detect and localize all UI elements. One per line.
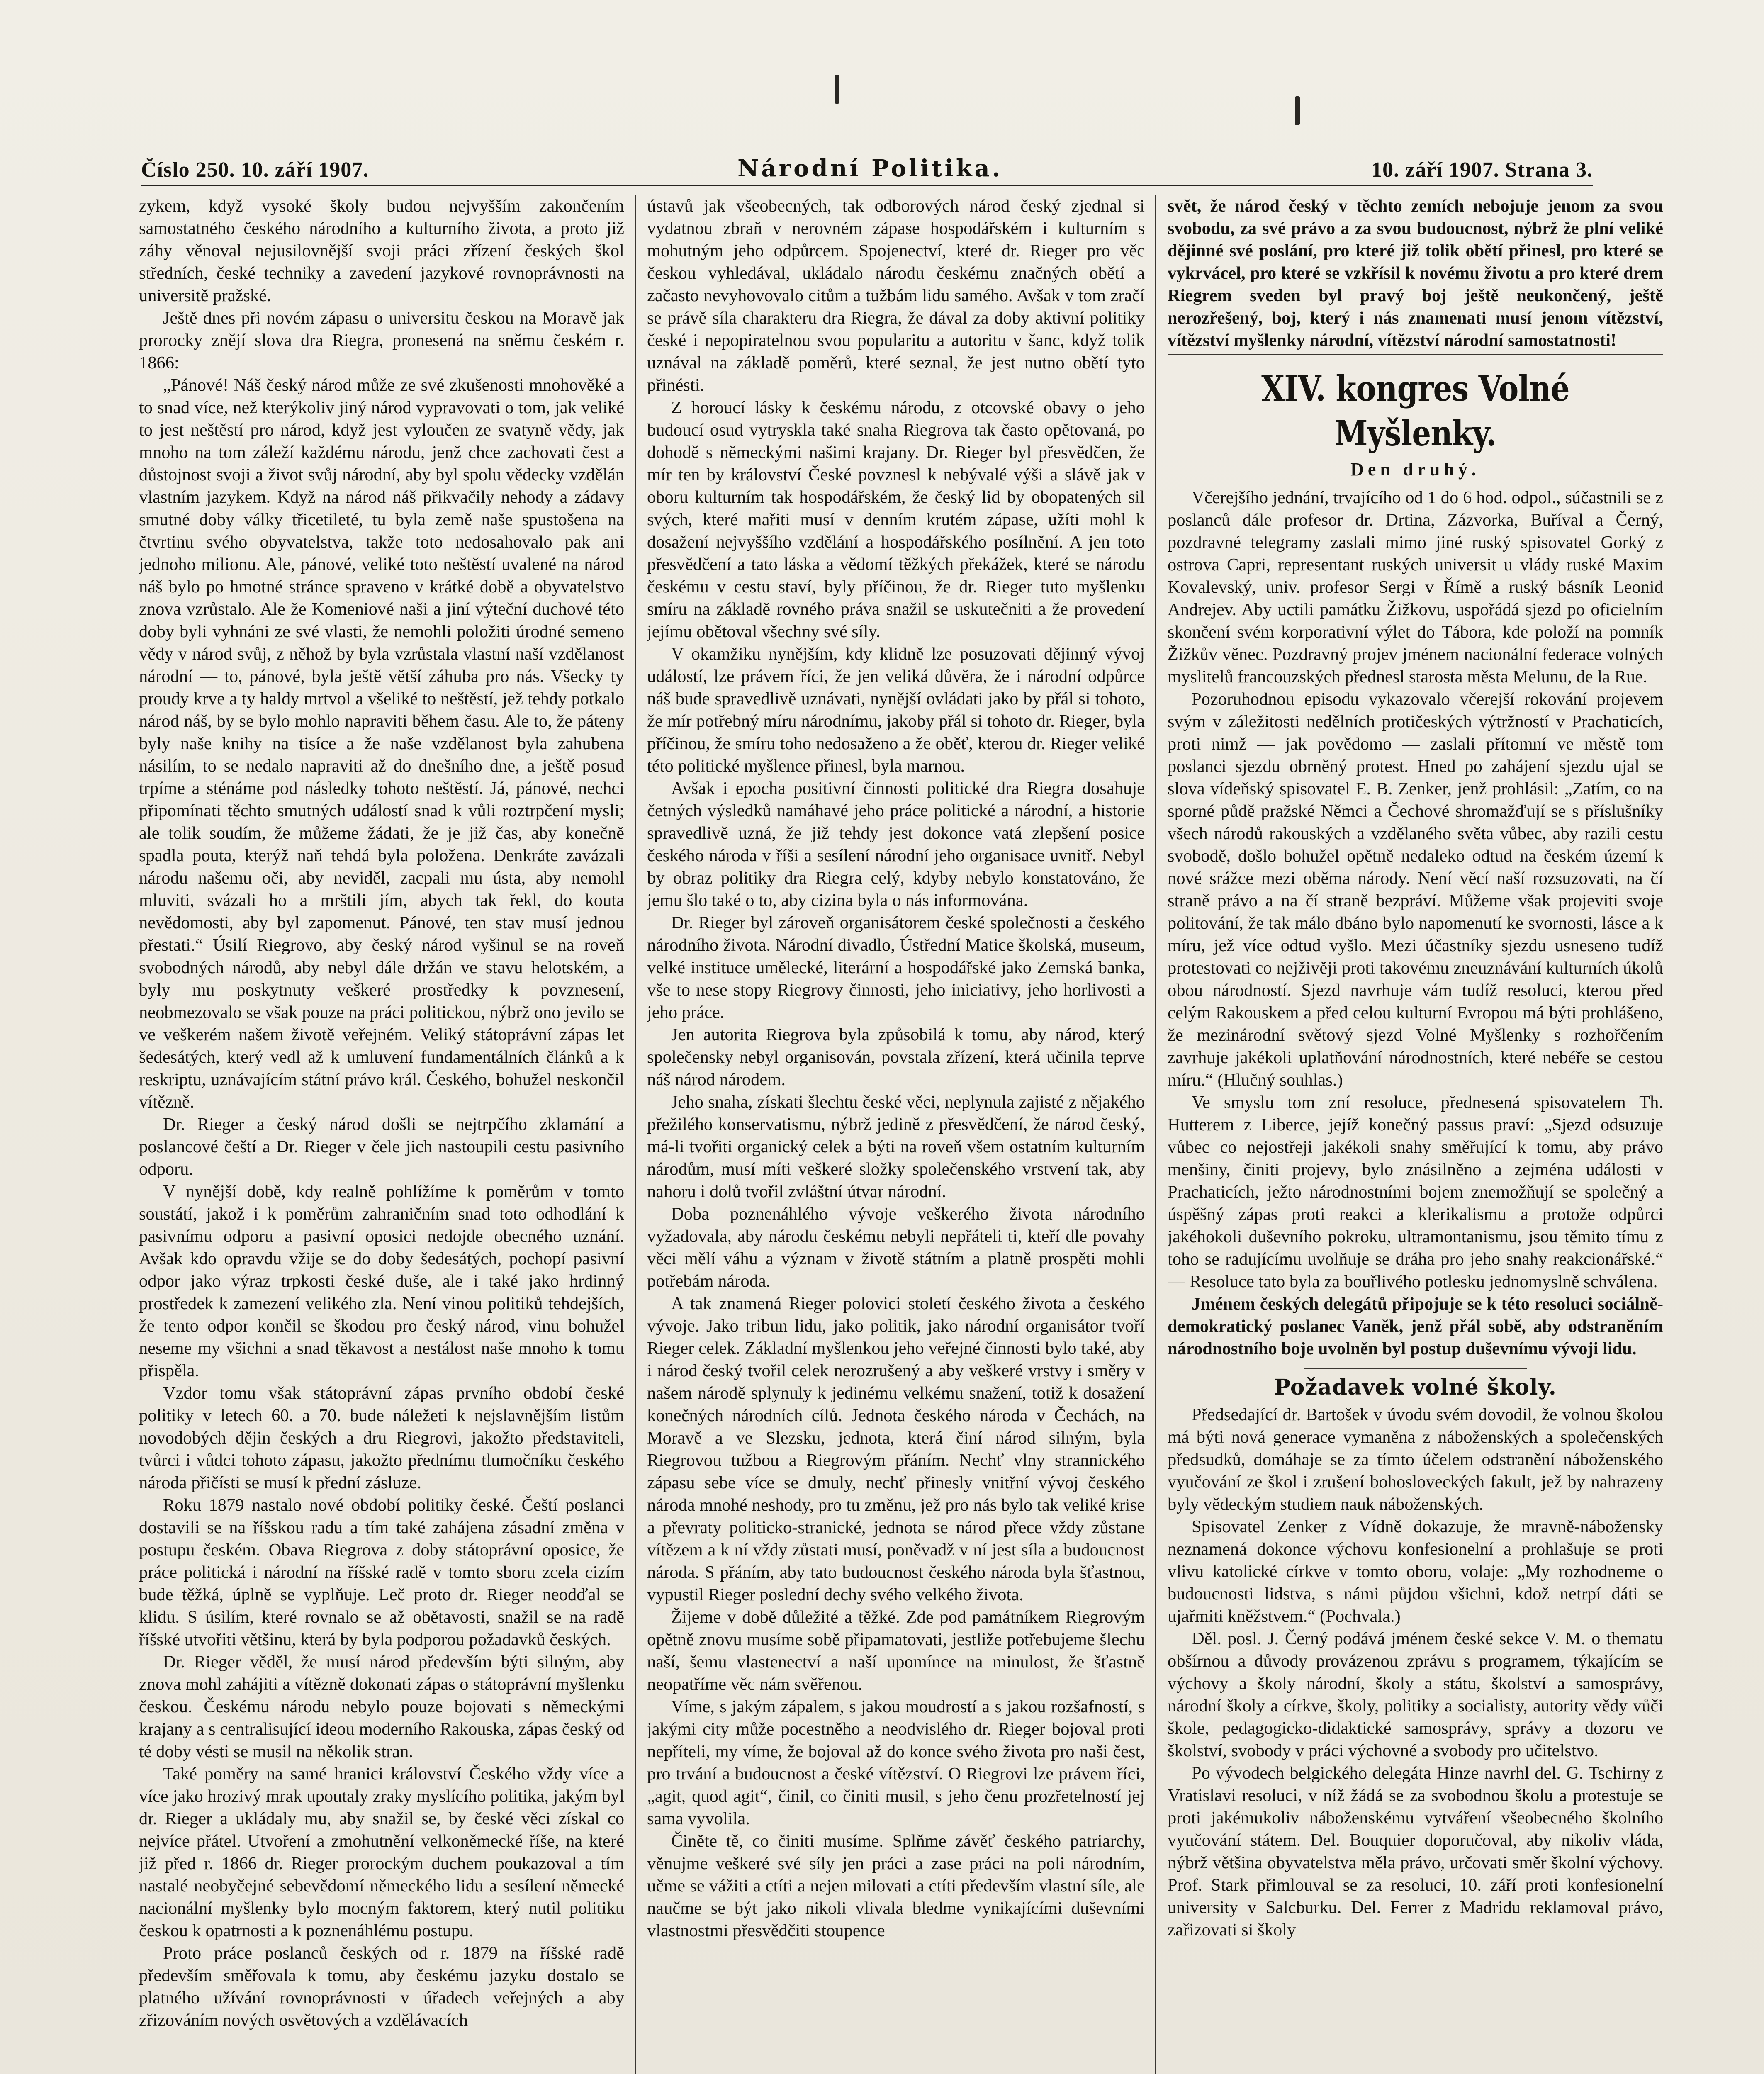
print-mark [835, 75, 839, 104]
paragraph: Děl. posl. J. Černý podává jménem české sekce V. M. o thematu obšírnou a důvody provázenou zprávu s programem, týkajícím se výchovy a školy národní, školy a státu, školství a samosprávy, národní školy a církve, školy, politiky a socialisty, autority vědy vůči škole, pedagogicko-didaktické samosprávy, správy a dozoru ve školství, svobody v práci výchovné a svobody pro učitelstvo. [1168, 1629, 1663, 1760]
paragraph: ústavů jak všeobecných, tak odborových národ český zjednal si vydatnou zbraň v nerovném zápase hospodářském i kulturním s mohutným jeho odpůrcem. Spojenectví, které dr. Rieger pro věc českou vyhledával, ukládalo národu českému značných obětí a začasto nevyhovovalo citům a tužbám lidu samého. Avšak v tom zračí se právě síla charakteru dra Riegra, že dával za doby aktivní politiky české i nepopiratelnou svou popularitu a autoritu v šanc, když tolik uznával na základě poměrů, které seznal, že jest nutno obětí tyto přinésti. [647, 196, 1145, 395]
kongres-headline: XIV. kongres Volné Myšlenky. [1261, 368, 1569, 454]
paragraph: Ve smyslu tom zní resoluce, přednesená spisovatelem Th. Hutterem z Liberce, jejíž konečný passus praví: „Sjezd odsuzuje vůbec co nejostřeji jakékoli snahy směřující k tomu, aby právo menšiny, činiti projevy, bylo znásilněno a zejména události v Prachaticích, ježto národnostními bojem znemožňují se společný a úspěšný zápas proti reakci a klerikalismu a protože odpůrci jakéhokoli duševního pokroku, ultramontanismu, jsou těmito tímu z toho se radujícímu uvolňuje se dráha pro jeho snahy reakcionářské.“ — Resoluce tato byla za bouřlivého potlesku jednomyslně schválena. [1168, 1093, 1663, 1291]
paragraph: Proto práce poslanců českých od r. 1879 na říšské radě především směřovala k tomu, aby českému jazyku dostalo se platného užívání rovnoprávnosti v úřadech veřejných a aby zřizováním nových osvětových a vzdělávacích [139, 1943, 624, 2030]
issue-number: Číslo 250. 10. září 1907. [141, 158, 369, 182]
paragraph: A tak znamená Rieger polovici století českého života a českého vývoje. Jako tribun lidu, jako politik, jako národní organisátor tvoří Rieger celek. Základní myšlenkou jeho veřejné činnosti bylo také, aby i národ český tvořil celek nerozrušený a aby veškeré vrstvy i směry v našem národě splynuly k jedinému velkému snažení, totiž k dosažení konečných národních cílů. Jednota českého národa v Čechách, na Moravě a ve Slezsku, jednota, která činí národ silným, byla Riegrovou tužbou a Riegrovým přáním. Nechť vlny strannického zápasu sebe více se dmuly, nechť přinesly vnitřní vývoj českého národa mnohé neshody, pro tu změnu, jež pro nás bylo tak veliké krise a převraty politicko-stranické, jednota se národ přece vždy zůstane vítězem a k ní vždy zůstati musí, poněvadž v ní jest síla a budoucnost národa. S přáním, aby tato budoucnost českého národa byla šťastnou, vypustil Rieger poslední dechy svého velkého života. [647, 1294, 1145, 1604]
paragraph: Dr. Rieger a český národ došli se nejtrpčího zklamání a poslancové čeští a Dr. Rieger v čele jich nastoupili cestu pasivního odporu. [139, 1115, 624, 1179]
kongres-subheadline: Den druhý. [1350, 459, 1480, 480]
paragraph: „Pánové! Náš český národ může ze své zkušenosti mnohověké a to snad více, než kterýkoliv jiný národ vypravovati o tom, jak veliké to jest neštěstí pro národ, když jest vyloučen ze svatyně vědy, jak mnoho na tom záleží každému národu, jenž chce zachovati čest a důstojnost svoji a život svůj národní, aby byl spolu vědecky vzdělán vlastním jazykem. Když na národ náš přikvačily nehody a zádavy smutné doby války třicetileté, tu byla země naše spustošena na čtvrtinu svého obyvatelstva, takže toto nedosahovalo pak ani jednoho milionu. Ale, pánové, veliké toto neštěstí uvalené na národ náš bylo po hmotné stránce spraveno v krátké době a obyvatelstvo znova vzrůstalo. Ale že Komeniové naši a jiní výteční duchové této doby byli vyhnáni ze své vlasti, že nemohli položiti úrodné semeno vědy v národ svůj, z něhož by byla vzrůstala vlastní naší vzdělanost národní — to, pánové, byla ještě větší záhuba pro nás. Všecky ty proudy krve a ty haldy mrtvol a všeliké to neštěstí, jež tehdy potkalo národ náš, by se bylo mohlo napraviti během času. Ale to, že páteny byly naše knihy na tisíce a že naše vzdělanost byla zahubena násilím, to se nedalo napraviti až do dnešního dne, a ještě posud trpíme a sténáme pod následky tohoto neštěstí. Já, pánové, nechci připomínati těchto smutných událostí snad k vůli roztrpčení mysli; ale tolik soudím, že můžeme žádati, že je již čas, aby konečně spadla pouta, kterýž naň tehdá byla položena. Denkráte zavázali národu našemu oči, aby neviděl, zacpali mu ústa, aby nemohl mluviti, svázali ho a mrštili jím, abych tak řekl, do kouta nevědomosti, aby byl zapomenut. Pánové, ten stav musí jednou přestati.“ Úsilí Riegrovo, aby český národ vyšinul se na roveň svobodných národů, aby nebyl dále držán ve stavu helotském, a byly mu poskytnuty veškeré prostředky k povznesení, neobmezovalo se však pouze na práci politickou, nýbrž ono jevilo se ve veškerém našem životě veřejném. Veliký státoprávní zápas let šedesátých, který vedl až k umluvení fundamentálních článků a k reskriptu, uznávajícím státní právo král. Českého, bohužel neskončil vítězně. [139, 375, 624, 1112]
paragraph: Jen autorita Riegrova byla způsobilá k tomu, aby národ, který společensky nebyl organisován, povstala zřízení, která učinila teprve náš národ národem. [647, 1025, 1145, 1089]
paragraph: Ještě dnes při novém zápasu o universitu českou na Moravě jak prorocky znějí slova dra Riegra, pronesená na sněmu českém r. 1866: [139, 308, 624, 372]
paragraph: V okamžiku nynějším, kdy klidně lze posuzovati dějinný vývoj událostí, lze právem říci, že jen veliká důvěra, že i národní odpůrce náš bude spravedlivě uznávati, nynější ovládati jako by přál si tohoto, že mír potřebný míru národnímu, jakoby přál si tohoto dr. Rieger, byla příčinou, že smíru toho nedosaženo a že oběť, kterou dr. Rieger veliké této politické myšlence přinesl, byla marnou. [647, 644, 1145, 776]
article-ending: svět, že národ český v těchto zemích nebojuje jenom za svou svobodu, za své právo a za svou budoucnost, nýbrž že plní veliké dějinné své poslání, pro které již tolik obětí přinesl, pro které se vykrvácel, pro které se vzkřísil k novému životu a pro které drem Riegrem sveden byl pravý boj ještě neukončený, ještě nerozřešený, boj, který i nás znamenati musí jenom vítězství, vítězství myšlenky národní, vítězství národní samostatnosti! [1168, 196, 1663, 350]
section-divider [1168, 354, 1663, 355]
paragraph: Doba poznenáhlého vývoje veškerého života národního vyžadovala, aby národu českému nebyli nepřáteli ti, kteří dle povahy věci mělí váhu a význam v životě státním a platně prospěti mohli potřebám národa. [647, 1204, 1145, 1291]
column-2 [647, 195, 1145, 2074]
paragraph: V nynější době, kdy realně pohlížíme k pomĕrům v tomto soustátí, jakož i k poměrům zahraničním snad toto odhodlání k pasivnímu odporu a pasivní oposici nedojde obecného uznání. Avšak kdo opravdu vžije se do doby šedesátých, pochopí pasivní odpor jako výraz trpkosti české duše, ale i také jako hrdinný prostředek k zamezení velikého zla. Není vinou politiků tehdejších, že tento odpor končil se škodou pro český národ, vinu bohužel neseme my všichni a snad těkavost a nestálost naše mnoho k tomu přispěla. [139, 1182, 624, 1380]
column-1 [139, 195, 624, 2074]
page-number: 10. září 1907. Strana 3. [1371, 158, 1593, 182]
paragraph: Jménem českých delegátů připojuje se k této resoluci sociálně-demokratický poslanec Vaněk, jenž přál sobě, aby odstraněním národnostního boje uvolněn byl postup duševnímu vývoji lidu. [1168, 1294, 1663, 1358]
paragraph: Roku 1879 nastalo nové období politiky české. Čeští poslanci dostavili se na říšskou radu a tím také zahájena zásadní změna v postupu českém. Obava Riegrova z doby státoprávní oposice, že práce politická i národní na říšské radě v tomto sboru zcela cizím bude těžká, úplně se vyplňuje. Leč proto dr. Rieger neodďal se klidu. S úsilím, které rovnalo se až obětavosti, snažil se na radě říšské utvořiti většinu, která by byla podporou požadavků českých. [139, 1495, 624, 1649]
paragraph: Jeho snaha, získati šlechtu české věci, neplynula zajisté z nějakého přežilého konservatismu, nýbrž jedině z přesvědčení, že národ český, má-li tvořiti organický celek a býti na roveň všem ostatním kulturním národům, musí míti veškeré složky společenského vrstvení tak, aby nahoru i dolů tvořil zvláštní útvar národní. [647, 1092, 1145, 1201]
paragraph: Víme, s jakým zápalem, s jakou moudrostí a s jakou rozšafností, s jakými city může pocestněho a neodvislého dr. Rieger bojoval proti nepříteli, my víme, že bojoval až do konce svého života pro naši čest, pro trvání a budoucnost a české vítězství. O Riegrovi lze právem říci, „agit, quod agit“, činil, co činiti musil, s jeho čenu prozřetelností jej sama vyvolila. [647, 1697, 1145, 1828]
paragraph: Vzdor tomu však státoprávní zápas prvního období české politiky v letech 60. a 70. bude náležeti k nejslavnějším listům novodobých dějin českých a dru Riegrovi, jakožto představiteli, tvůrci i vůdci tohoto zápasu, jakožto přednímu tlumočníku českého národa přičísti se musí k přední zásluze. [139, 1383, 624, 1492]
paragraph: Předsedající dr. Bartošek v úvodu svém dovodil, že volnou školou má býti nová generace vymaněna z náboženských a společenských předsudků, domáhaje se za tímto účelem odstranění náboženského vyučování ze škol i zrušení bohosloveckých fakult, jež by nahrazeny byly vědeckým studiem nauk náboženských. [1168, 1405, 1663, 1514]
column-rule [1155, 195, 1156, 2074]
paragraph: Z horoucí lásky k českému národu, z otcovské obavy o jeho budoucí osud vytryskla také snaha Riegrova tak často opětovaná, po dohodě s německými našimi krajany. Dr. Rieger byl přesvědčen, že mír ten by království České povznesl k nebývalé výši a slávě jak v oboru kulturním tak hospodářském, že český lid by obopatených sil svých, které mařiti musí v denním krutém zápase, užíti mohl k dosažení nejvyššího vzdělání a hospodářského posílnění. A jen toto přesvědčení a tato láska a vědomí těžkých překážek, které se národu českému v cestu staví, byly příčinou, že dr. Rieger tuto myšlenku smíru na základě rovného práva snažil se uskutečniti a že provedení jejímu obětoval všechny své síly. [647, 398, 1145, 641]
skoly-headline: Požadavek volné školy. [1274, 1375, 1557, 1400]
column-3 [1168, 195, 1663, 2074]
paragraph: Avšak i epocha positivní činnosti politické dra Riegra dosahuje četných výsledků namáhavé jeho práce politické a národní, a historie spravedlivě uzná, že již tehdy jest dokonce vatá zlepšení posice českého národa v říši a sesílení národní jeho organisace uvnitř. Nebyl by obraz politiky dra Riegra celý, kdyby nebylo konstatováno, že jemu šlo také o to, aby cizina byla o nás informována. [647, 779, 1145, 910]
paragraph: Včerejšího jednání, trvajícího od 1 do 6 hod. odpol., súčastnili se z poslanců dále profesor dr. Drtina, Zázvorka, Buříval a Černý, pozdravné telegramy zaslali mimo jiné ruský spisovatel Gorký z ostrova Capri, representant ruských universit u vlády ruské Maxim Kovalevský, univ. profesor Sergi v Římě a ruský básník Leonid Andrejev. Aby uctili památku Žižkovu, uspořádá sjezd po oficielním skončení svém korporativní výlet do Tábora, kde položí na pomník Žižkův věnec. Pozdravný projev jménem nacionální federace volných myslitelů francouzských přednesl starosta města Melunu, de la Rue. [1168, 488, 1663, 686]
paragraph: Dr. Rieger byl zároveň organisátorem české společnosti a českého národního života. Národní divadlo, Ústřední Matice školská, museum, velké instituce umělecké, literární a hospodářské jako Zemská banka, vše to nese stopy Riegrovy činnosti, jeho iniciativy, jeho horlivosti a jeho práce. [647, 913, 1145, 1022]
paragraph: Po vývodech belgického delegáta Hinze navrhl del. G. Tschirny z Vratislavi resoluci, v níž žádá se za svobodnou školu a protestuje se proti jakémukoliv náboženskému vytváření všeobecného školního vyučování státem. Del. Bouquier doporučoval, aby nikoliv vláda, nýbrž většina obyvatelstva měla právo, určovati směr školní výchovy. Prof. Stark přimlouval se za resoluci, 10. září proti konfesionelní university v Salcburku. Del. Ferrer z Madridu reklamoval právo, zařizovati si školy [1168, 1763, 1663, 1940]
page-header [141, 149, 1593, 187]
paragraph: Žijeme v době důležité a těžké. Zde pod památníkem Riegrovým opětně znovu musíme sobě připamatovati, jestliže potřebujeme šlechu naší, šemu vlastenectví a naší upomínce na minulost, že šťastně neopatříme věc nám svěřenou. [647, 1607, 1145, 1694]
paragraph: Spisovatel Zenker z Vídně dokazuje, že mravně-nábožensky neznamená dokonce výchovu konfesionelní a prohlašuje se proti vlivu katolické církve v tomto oboru, volaje: „My rozhodneme o budoucnosti lidstva, s námi půjdou všichni, kdož netrpí dáti se ujařmiti kněžstvem.“ (Pochvala.) [1168, 1517, 1663, 1626]
paragraph: Dr. Rieger věděl, že musí národ především býti silným, aby znova mohl zahájiti a vítězně dokonati zápas o státoprávní myšlenku českou. Českému národu nebylo pouze bojovati s německými krajany a s centralisující ideou moderního Rakouska, zápas český od té doby vésti se musil na několik stran. [139, 1652, 624, 1761]
paragraph: Také poměry na samé hranici království Českého vždy více a více jako hrozivý mrak upoutaly zraky myslícího politika, jakým byl dr. Rieger a ukládaly mu, aby snažil se, by české věci získal co nejvíce přátel. Utvoření a zmohutnění velkoněmecké říše, na které již před r. 1866 dr. Rieger prorockým duchem poukazoval a tím nastalé neobyčejné sebevědomí německého lidu a sesílení německé nacionální myšlenky bylo mocným faktorem, který nutil politiku českou k opatrnosti a k poznenáhlému postupu. [139, 1764, 624, 1940]
section-divider [1304, 1368, 1527, 1369]
paragraph: zykem, když vysoké školy budou nejvyšším zakončením samostatného českého národního a kulturního života, a proto již záhy věnoval nejusilovnější svoji práci zřízení českých škol středních, české techniky a zavedení jazykové rovnoprávnosti na universitě pražské. [139, 196, 624, 305]
masthead: Národní Politika. [737, 155, 1003, 182]
paragraph: Pozoruhodnou episodu vykazovalo včerejší rokování projevem svým v záležitosti nedělních protičeských výtržností v Prachaticích, proti nimž — jak povědomo — zaslali přítomní ve městě tom poslanci sjezdu obrněný protest. Hned po zahájení sjezdu ujal se slova vídeňský spisovatel E. B. Zenker, jenž prohlásil: „Zatím, co na sporné půdě pražské Němci a Čechové shromažďují se s příslušníky všech národů rakouských a vzdělaného světa vůbec, aby razili cestu svobodě, došlo bohužel opětně nedaleko odtud na českém území k nové srážce mezi oběma národy. Není věcí naší rozsuzovati, na čí straně právo a na čí straně bezpráví. Můžeme však projeviti svoje politování, že tak málo dbáno bylo napomenutí ke svornosti, lásce a k míru, jež více odtud vyšlo. Mezi účastníky sjezdu usneseno tudíž protestovati co nejživěji proti takovému zneuznávání kulturních úkolů obou národností. Sjezd navrhuje vám tudíž resoluci, kterou před celým Rakouskem a před celou kulturní Evropou má býti prohlášeno, že mezinárodní světový sjezd Volné Myšlenky s rozhořčením zavrhuje jakékoli uplatňování národnostních, které nebéře se cestou míru.“ (Hlučný souhlas.) [1168, 689, 1663, 1090]
print-mark [1295, 96, 1300, 125]
column-rule [635, 195, 636, 2074]
paragraph: Činěte tě, co činiti musíme. Splňme závěť českého patriarchy, věnujme veškeré své síly jen práci a zase práci na poli národním, učme se vážiti a ctíti a nejen milovati a ctíti především vlastní síle, ale naučme se být jako nikoli vlivala bledme vynikajícími duševními vlastnostmi přesvědčiti stoupence [647, 1831, 1145, 1940]
